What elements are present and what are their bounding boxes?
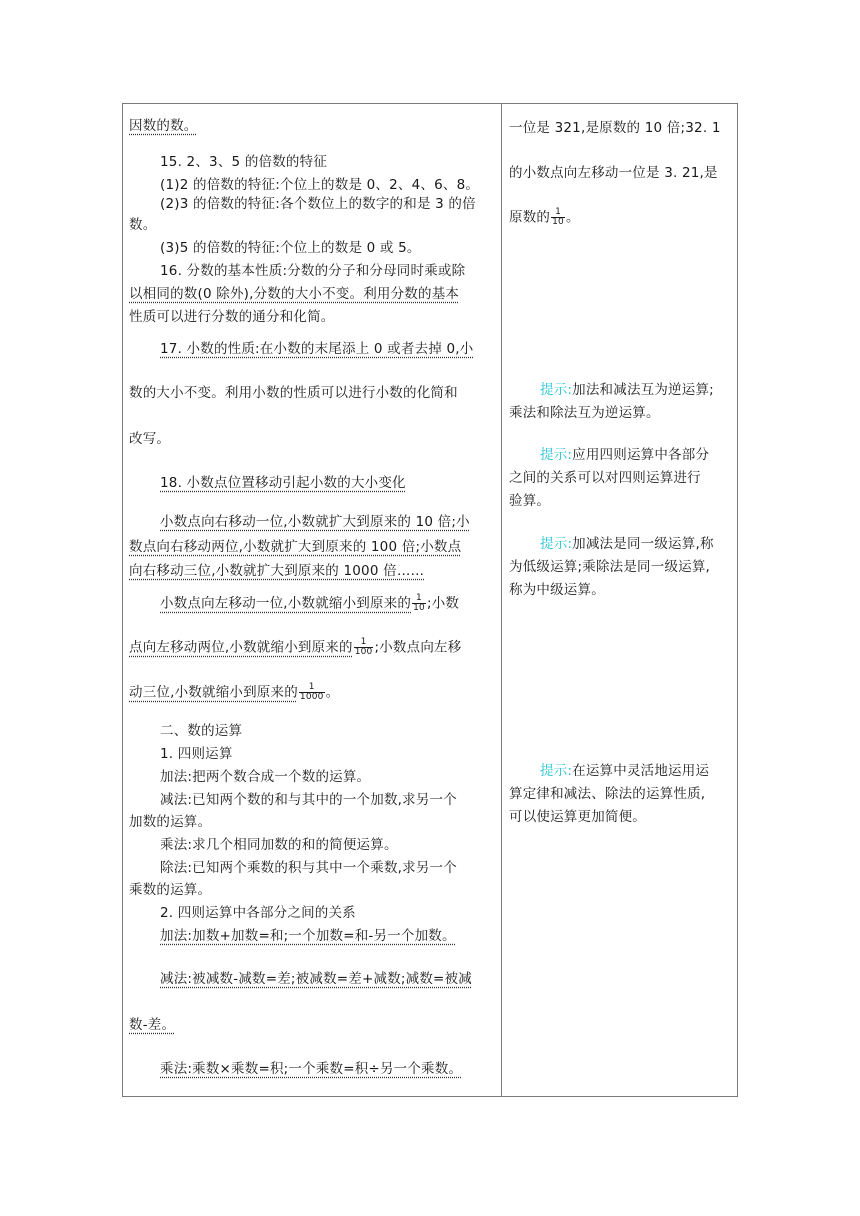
text-line: 性质可以进行分数的通分和化简。 (129, 309, 335, 325)
text-line: (3)5 的倍数的特征:个位上的数是 0 或 5。 (160, 240, 421, 256)
text-line: 点向左移动两位,小数就缩小到原来的 $\frac{1}{100}$ ;小数点向左移 (129, 637, 462, 657)
text-line: 原数的 $\frac{1}{10}$ 。 (509, 207, 580, 227)
text-line: 加数的运算。 (129, 814, 212, 830)
heading-15: 15. 2、3、5 的倍数的特征 (160, 154, 328, 170)
text-line: 小数点向右移动一位,小数就扩大到原来的 10 倍;小 (160, 514, 470, 530)
column-divider (501, 103, 502, 1097)
text-line: 16. 分数的基本性质:分数的分子和分母同时乘或除 (160, 263, 466, 279)
text-line: 数-差。 (129, 1017, 176, 1033)
text-line: 加法:加数+加数=和;一个加数=和-另一个加数。 (160, 928, 456, 944)
text-line: 乘法:乘数×乘数=积;一个乘数=积÷另一个乘数。 (160, 1061, 463, 1077)
text-line: 数。 (129, 217, 157, 233)
text-line: 一位是 321,是原数的 10 倍;32. 1 (509, 120, 721, 136)
fraction: $\frac{1}{100}$ (354, 637, 373, 657)
hint-2: 提示:应用四则运算中各部分 (540, 447, 710, 463)
fraction: $\frac{1}{1000}$ (299, 682, 324, 702)
hint-label: 提示: (540, 382, 573, 398)
text-line: 可以使运算更加简便。 (509, 809, 646, 825)
text-line: 乘法和除法互为逆运算。 (509, 405, 660, 421)
text-line: 减法:被减数-减数=差;被减数=差+减数;减数=被减 (160, 971, 472, 987)
text-line: 17. 小数的性质:在小数的末尾添上 0 或者去掉 0,小 (160, 341, 474, 357)
text-line: 以相同的数(0 除外),分数的大小不变。利用分数的基本 (129, 286, 460, 302)
hint-label: 提示: (540, 763, 573, 779)
subheading: 1. 四则运算 (160, 746, 233, 762)
section-heading: 二、数的运算 (160, 723, 243, 739)
hint-4: 提示:在运算中灵活地运用运 (540, 763, 710, 779)
text-line: 验算。 (509, 493, 551, 509)
text-line: 因数的数。 (129, 118, 198, 134)
text-line: 数的大小不变。利用小数的性质可以进行小数的化简和 (129, 385, 458, 401)
text-line: 向右移动三位,小数就扩大到原来的 1000 倍…… (129, 563, 425, 579)
fraction: $\frac{1}{10}$ (552, 207, 564, 227)
text-line: 减法:已知两个数的和与其中的一个加数,求另一个 (160, 792, 457, 808)
text-line: (2)3 的倍数的特征:各个数位上的数字的和是 3 的倍 (160, 196, 476, 212)
text-line: (1)2 的倍数的特征:个位上的数是 0、2、4、6、8。 (160, 177, 480, 193)
text-line: 之间的关系可以对四则运算进行 (509, 470, 701, 486)
text-line: 动三位,小数就缩小到原来的 $\frac{1}{1000}$ 。 (129, 682, 340, 702)
text-line: 称为中级运算。 (509, 582, 605, 598)
text-line: 改写。 (129, 431, 171, 447)
fraction: $\frac{1}{10}$ (413, 593, 425, 613)
hint-1: 提示:加法和减法互为逆运算; (540, 382, 714, 398)
text-line: 为低级运算;乘除法是同一级运算, (509, 559, 711, 575)
hint-label: 提示: (540, 536, 573, 552)
text-line: 的小数点向左移动一位是 3. 21,是 (509, 165, 718, 181)
subheading: 2. 四则运算中各部分之间的关系 (160, 905, 356, 921)
text-line: 乘数的运算。 (129, 882, 212, 898)
hint-label: 提示: (540, 447, 573, 463)
text-line: 小数点向左移动一位,小数就缩小到原来的 $\frac{1}{10}$ ;小数 (160, 593, 460, 613)
text-line: 数点向右移动两位,小数就扩大到原来的 100 倍;小数点 (129, 539, 462, 555)
hint-3: 提示:加减法是同一级运算,称 (540, 536, 714, 552)
text-line: 算定律和减法、除法的运算性质, (509, 786, 706, 802)
text-line: 乘法:求几个相同加数的和的简便运算。 (160, 837, 398, 853)
text-line: 加法:把两个数合成一个数的运算。 (160, 769, 371, 785)
text-line: 除法:已知两个乘数的积与其中一个乘数,求另一个 (160, 860, 457, 876)
heading-18: 18. 小数点位置移动引起小数的大小变化 (160, 475, 406, 491)
